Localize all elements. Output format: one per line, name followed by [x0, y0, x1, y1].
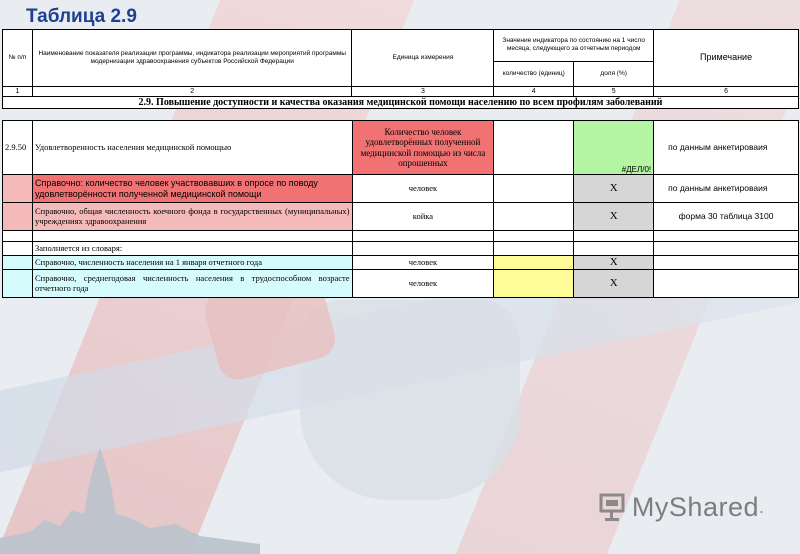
indicator-name-cell: Удовлетворенность населения медицинской помощью	[32, 121, 352, 175]
row-number-cell	[3, 256, 33, 270]
empty-cell	[352, 231, 494, 242]
table-row	[3, 270, 799, 298]
page-title: Таблица 2.9	[26, 6, 137, 27]
empty-cell	[654, 231, 799, 242]
share-cell: X	[574, 203, 654, 231]
column-number-1: 1	[3, 87, 33, 97]
empty-cell	[494, 231, 574, 242]
empty-cell	[32, 231, 352, 242]
table-row	[3, 203, 799, 231]
share-cell: #ДЕЛ/0!	[574, 121, 654, 175]
indicator-name-cell: Справочно: количество человек участвовавших в опросе по поводу удовлетворённости полученной медицинской помощи	[32, 175, 352, 203]
data-table	[2, 120, 799, 298]
share-cell: X	[574, 256, 654, 270]
myshared-logo	[598, 490, 764, 524]
column-number-6: 6	[654, 87, 799, 97]
row-number-cell	[3, 242, 33, 256]
count-cell	[494, 256, 574, 270]
table-row	[3, 242, 799, 256]
header-col-number: № п/п	[3, 30, 33, 87]
column-number-5: 5	[574, 87, 654, 97]
unit-cell: человек	[352, 256, 494, 270]
header-table	[2, 29, 799, 109]
unit-cell: человек	[352, 175, 494, 203]
note-cell	[654, 242, 799, 256]
header-col-unit: Единица измерения	[352, 30, 494, 87]
empty-cell	[574, 231, 654, 242]
table-row	[3, 256, 799, 270]
count-cell	[494, 242, 574, 256]
note-cell	[654, 270, 799, 298]
header-col-indicator: Наименование показателя реализации программы, индикатора реализации мероприятий программы модернизации здравоохранения субъектов Российской Федерации	[32, 30, 352, 87]
header-col-count: количество (единиц)	[494, 61, 574, 86]
table-row	[3, 121, 799, 175]
column-number-4: 4	[494, 87, 574, 97]
row-number-cell	[3, 203, 33, 231]
logo-dot: .	[758, 496, 764, 517]
count-cell	[494, 121, 574, 175]
indicator-name-cell: Справочно, численность населения на 1 января отчетного года	[32, 256, 352, 270]
share-cell: X	[574, 270, 654, 298]
indicator-name-cell: Справочно, среднегодовая численность населения в трудоспособном возрасте отчетного года	[32, 270, 352, 298]
unit-cell: койка	[352, 203, 494, 231]
header-col-value-group: Значение индикатора по состоянию на 1 число месяца, следующего за отчетным периодом	[494, 30, 654, 62]
column-number-2: 2	[32, 87, 352, 97]
header-col-share: доля (%)	[574, 61, 654, 86]
note-cell	[654, 256, 799, 270]
section-title: 2.9. Повышение доступности и качества оказания медицинской помощи населению по всем профилям заболеваний	[3, 97, 799, 109]
table-row	[3, 175, 799, 203]
table-row	[3, 231, 799, 242]
column-number-3: 3	[352, 87, 494, 97]
note-cell: по данным анкетироваия	[654, 175, 799, 203]
unit-cell: человек	[352, 270, 494, 298]
empty-cell	[3, 231, 33, 242]
count-cell	[494, 175, 574, 203]
row-number-cell	[3, 175, 33, 203]
note-cell: по данным анкетироваия	[654, 121, 799, 175]
indicator-name-cell: Справочно, общая численность коечного фонда в государственных (муниципальных) учреждениях здравоохранения	[32, 203, 352, 231]
share-cell	[574, 242, 654, 256]
count-cell	[494, 270, 574, 298]
indicator-name-cell: Заполняется из словаря:	[32, 242, 352, 256]
presentation-board-icon	[598, 490, 632, 524]
unit-cell: Количество человек удовлетворённых полученной медицинской помощью из числа опрошенных	[352, 121, 494, 175]
count-cell	[494, 203, 574, 231]
row-number-cell: 2.9.50	[3, 121, 33, 175]
row-number-cell	[3, 270, 33, 298]
city-silhouette-icon	[0, 440, 260, 554]
logo-text: MyShared	[631, 491, 759, 522]
share-cell: X	[574, 175, 654, 203]
unit-cell	[352, 242, 494, 256]
note-cell: форма 30 таблица 3100	[654, 203, 799, 231]
header-col-note: Примечание	[654, 30, 799, 87]
